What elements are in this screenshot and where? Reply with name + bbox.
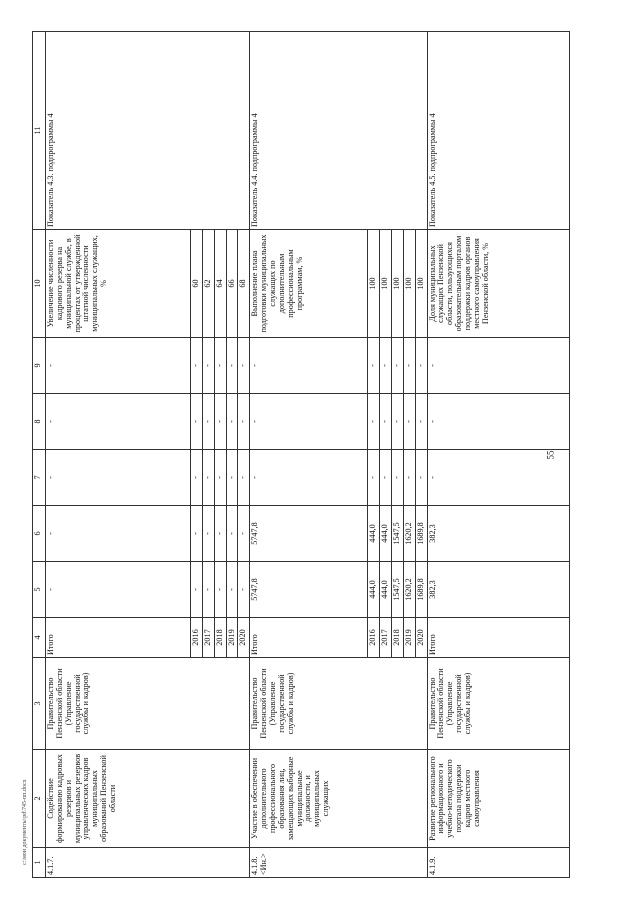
year-cell: 2020: [415, 618, 427, 658]
total-value: 5747,8: [250, 562, 368, 618]
value-cell: -: [368, 450, 380, 506]
program-table: [32, 31, 570, 878]
value-cell: -: [238, 394, 250, 450]
value-cell: -: [214, 506, 226, 562]
value-cell: 1689,8: [415, 506, 427, 562]
col-header: 1: [33, 848, 46, 878]
value-cell: 100: [392, 230, 404, 338]
value-cell: -: [368, 394, 380, 450]
value-cell: 100: [415, 230, 427, 338]
year-cell: 2018: [214, 618, 226, 658]
value-cell: -: [202, 450, 214, 506]
total-value: -: [250, 338, 368, 394]
value-cell: -: [214, 338, 226, 394]
value-cell: -: [392, 394, 404, 450]
indicator-text: Увеличение численности кадрового резерва на муниципальной службе, в процентах от утвержденной штатной численности муниципальных служащих, %: [46, 230, 191, 338]
year-cell: 2018: [392, 618, 404, 658]
total-value: 5747,8: [250, 506, 368, 562]
year-cell: 2016: [368, 618, 380, 658]
value-cell: -: [214, 562, 226, 618]
row-number: 4.1.7.: [46, 848, 250, 878]
value-cell: -: [238, 450, 250, 506]
value-cell: 444,0: [368, 562, 380, 618]
total-value: -: [46, 338, 191, 394]
value-cell: -: [202, 562, 214, 618]
value-cell: -: [226, 562, 238, 618]
value-cell: -: [380, 338, 392, 394]
row-number: 4.1.9.: [427, 848, 569, 878]
year-cell: 2017: [202, 618, 214, 658]
col-header: 11: [33, 32, 46, 230]
col-header: 5: [33, 562, 46, 618]
row-number: 4.1.8. <Ин.>: [250, 848, 427, 878]
indicator-text: Доля муниципальных служащих Пензенской области, пользующихся образовательным порталом поддержки кадров органов местного самоуправления Пензенской области, %: [427, 230, 569, 338]
value-cell: 1689,8: [415, 562, 427, 618]
value-cell: -: [415, 338, 427, 394]
value-cell: -: [403, 338, 415, 394]
value-cell: -: [202, 506, 214, 562]
value-cell: -: [238, 338, 250, 394]
value-cell: -: [202, 338, 214, 394]
total-value: -: [427, 338, 569, 394]
value-cell: 444,0: [380, 562, 392, 618]
table-row: [250, 32, 368, 878]
executor: Правительство Пензенской области (Управление государственной службы и кадров): [427, 658, 569, 750]
value-cell: -: [380, 394, 392, 450]
total-label: Итого: [250, 618, 368, 658]
value-cell: 66: [226, 230, 238, 338]
rotated-page-content: [32, 32, 620, 878]
value-cell: 100: [403, 230, 415, 338]
value-cell: 68: [238, 230, 250, 338]
value-cell: -: [191, 338, 203, 394]
value-cell: 100: [368, 230, 380, 338]
value-cell: -: [191, 562, 203, 618]
indicator-ref: Показатель 4.4. подпрограммы 4: [250, 32, 427, 230]
value-cell: -: [214, 450, 226, 506]
value-cell: 60: [191, 230, 203, 338]
total-value: -: [250, 450, 368, 506]
value-cell: -: [191, 450, 203, 506]
col-header: 2: [33, 750, 46, 848]
year-cell: 2020: [238, 618, 250, 658]
total-value: -: [46, 562, 191, 618]
total-value: -: [427, 450, 569, 506]
value-cell: -: [191, 506, 203, 562]
indicator-ref: Показатель 4.5. подпрограммы 4: [427, 32, 569, 230]
value-cell: 1620,2: [403, 562, 415, 618]
total-label: Итого: [427, 618, 569, 658]
value-cell: -: [226, 450, 238, 506]
page-number: 55: [545, 450, 556, 460]
activity-name: Содействие формированию кадровых резервов и муниципальных резервов управленческих кадров муниципальных образований Пензенской области: [46, 750, 250, 848]
col-header: 10: [33, 230, 46, 338]
total-value: -: [46, 506, 191, 562]
year-cell: 2019: [226, 618, 238, 658]
value-cell: 1547,5: [392, 562, 404, 618]
col-header: 7: [33, 450, 46, 506]
value-cell: -: [392, 450, 404, 506]
total-label: Итого: [46, 618, 191, 658]
activity-name: Участие в обеспечении дополнительного профессионального образования лиц, замещающих выборные муниципальные должности, и муниципальных служащих: [250, 750, 427, 848]
activity-name: Развитие регионального информационного и учебно-методического портала поддержки кадров местного самоуправления: [427, 750, 569, 848]
value-cell: -: [415, 394, 427, 450]
value-cell: -: [214, 394, 226, 450]
value-cell: 1620,2: [403, 506, 415, 562]
value-cell: -: [392, 338, 404, 394]
value-cell: -: [226, 394, 238, 450]
total-value: -: [46, 394, 191, 450]
value-cell: -: [226, 506, 238, 562]
value-cell: 64: [214, 230, 226, 338]
value-cell: -: [380, 450, 392, 506]
value-cell: -: [191, 394, 203, 450]
col-header: 3: [33, 658, 46, 750]
indicator-text: Выполнение плана подготовки муниципальных служащих по дополнительным профессиональным программам, %: [250, 230, 368, 338]
value-cell: 100: [380, 230, 392, 338]
col-header: 8: [33, 394, 46, 450]
year-cell: 2019: [403, 618, 415, 658]
value-cell: 62: [202, 230, 214, 338]
value-cell: 1547,5: [392, 506, 404, 562]
col-header: 9: [33, 338, 46, 394]
total-value: 382,3: [427, 506, 569, 562]
value-cell: -: [238, 506, 250, 562]
value-cell: 444,0: [368, 506, 380, 562]
col-header: 4: [33, 618, 46, 658]
footer-file-path: c:\мои документы\pd\745-пп.docx: [22, 779, 28, 865]
year-cell: 2017: [380, 618, 392, 658]
value-cell: -: [226, 338, 238, 394]
value-cell: -: [415, 450, 427, 506]
total-value: -: [46, 450, 191, 506]
table-row: [46, 32, 191, 878]
column-number-row: [33, 32, 46, 878]
value-cell: 444,0: [380, 506, 392, 562]
value-cell: -: [403, 394, 415, 450]
value-cell: -: [238, 562, 250, 618]
table-row: [427, 32, 569, 878]
value-cell: -: [368, 338, 380, 394]
executor: Правительство Пензенской области (Управление государственной службы и кадров): [250, 658, 427, 750]
year-cell: 2016: [191, 618, 203, 658]
total-value: -: [427, 394, 569, 450]
value-cell: -: [202, 394, 214, 450]
col-header: 6: [33, 506, 46, 562]
total-value: 382,3: [427, 562, 569, 618]
executor: Правительство Пензенской области (Управление государственной службы и кадров): [46, 658, 250, 750]
indicator-ref: Показатель 4.3. подпрограммы 4: [46, 32, 250, 230]
value-cell: -: [403, 450, 415, 506]
total-value: -: [250, 394, 368, 450]
